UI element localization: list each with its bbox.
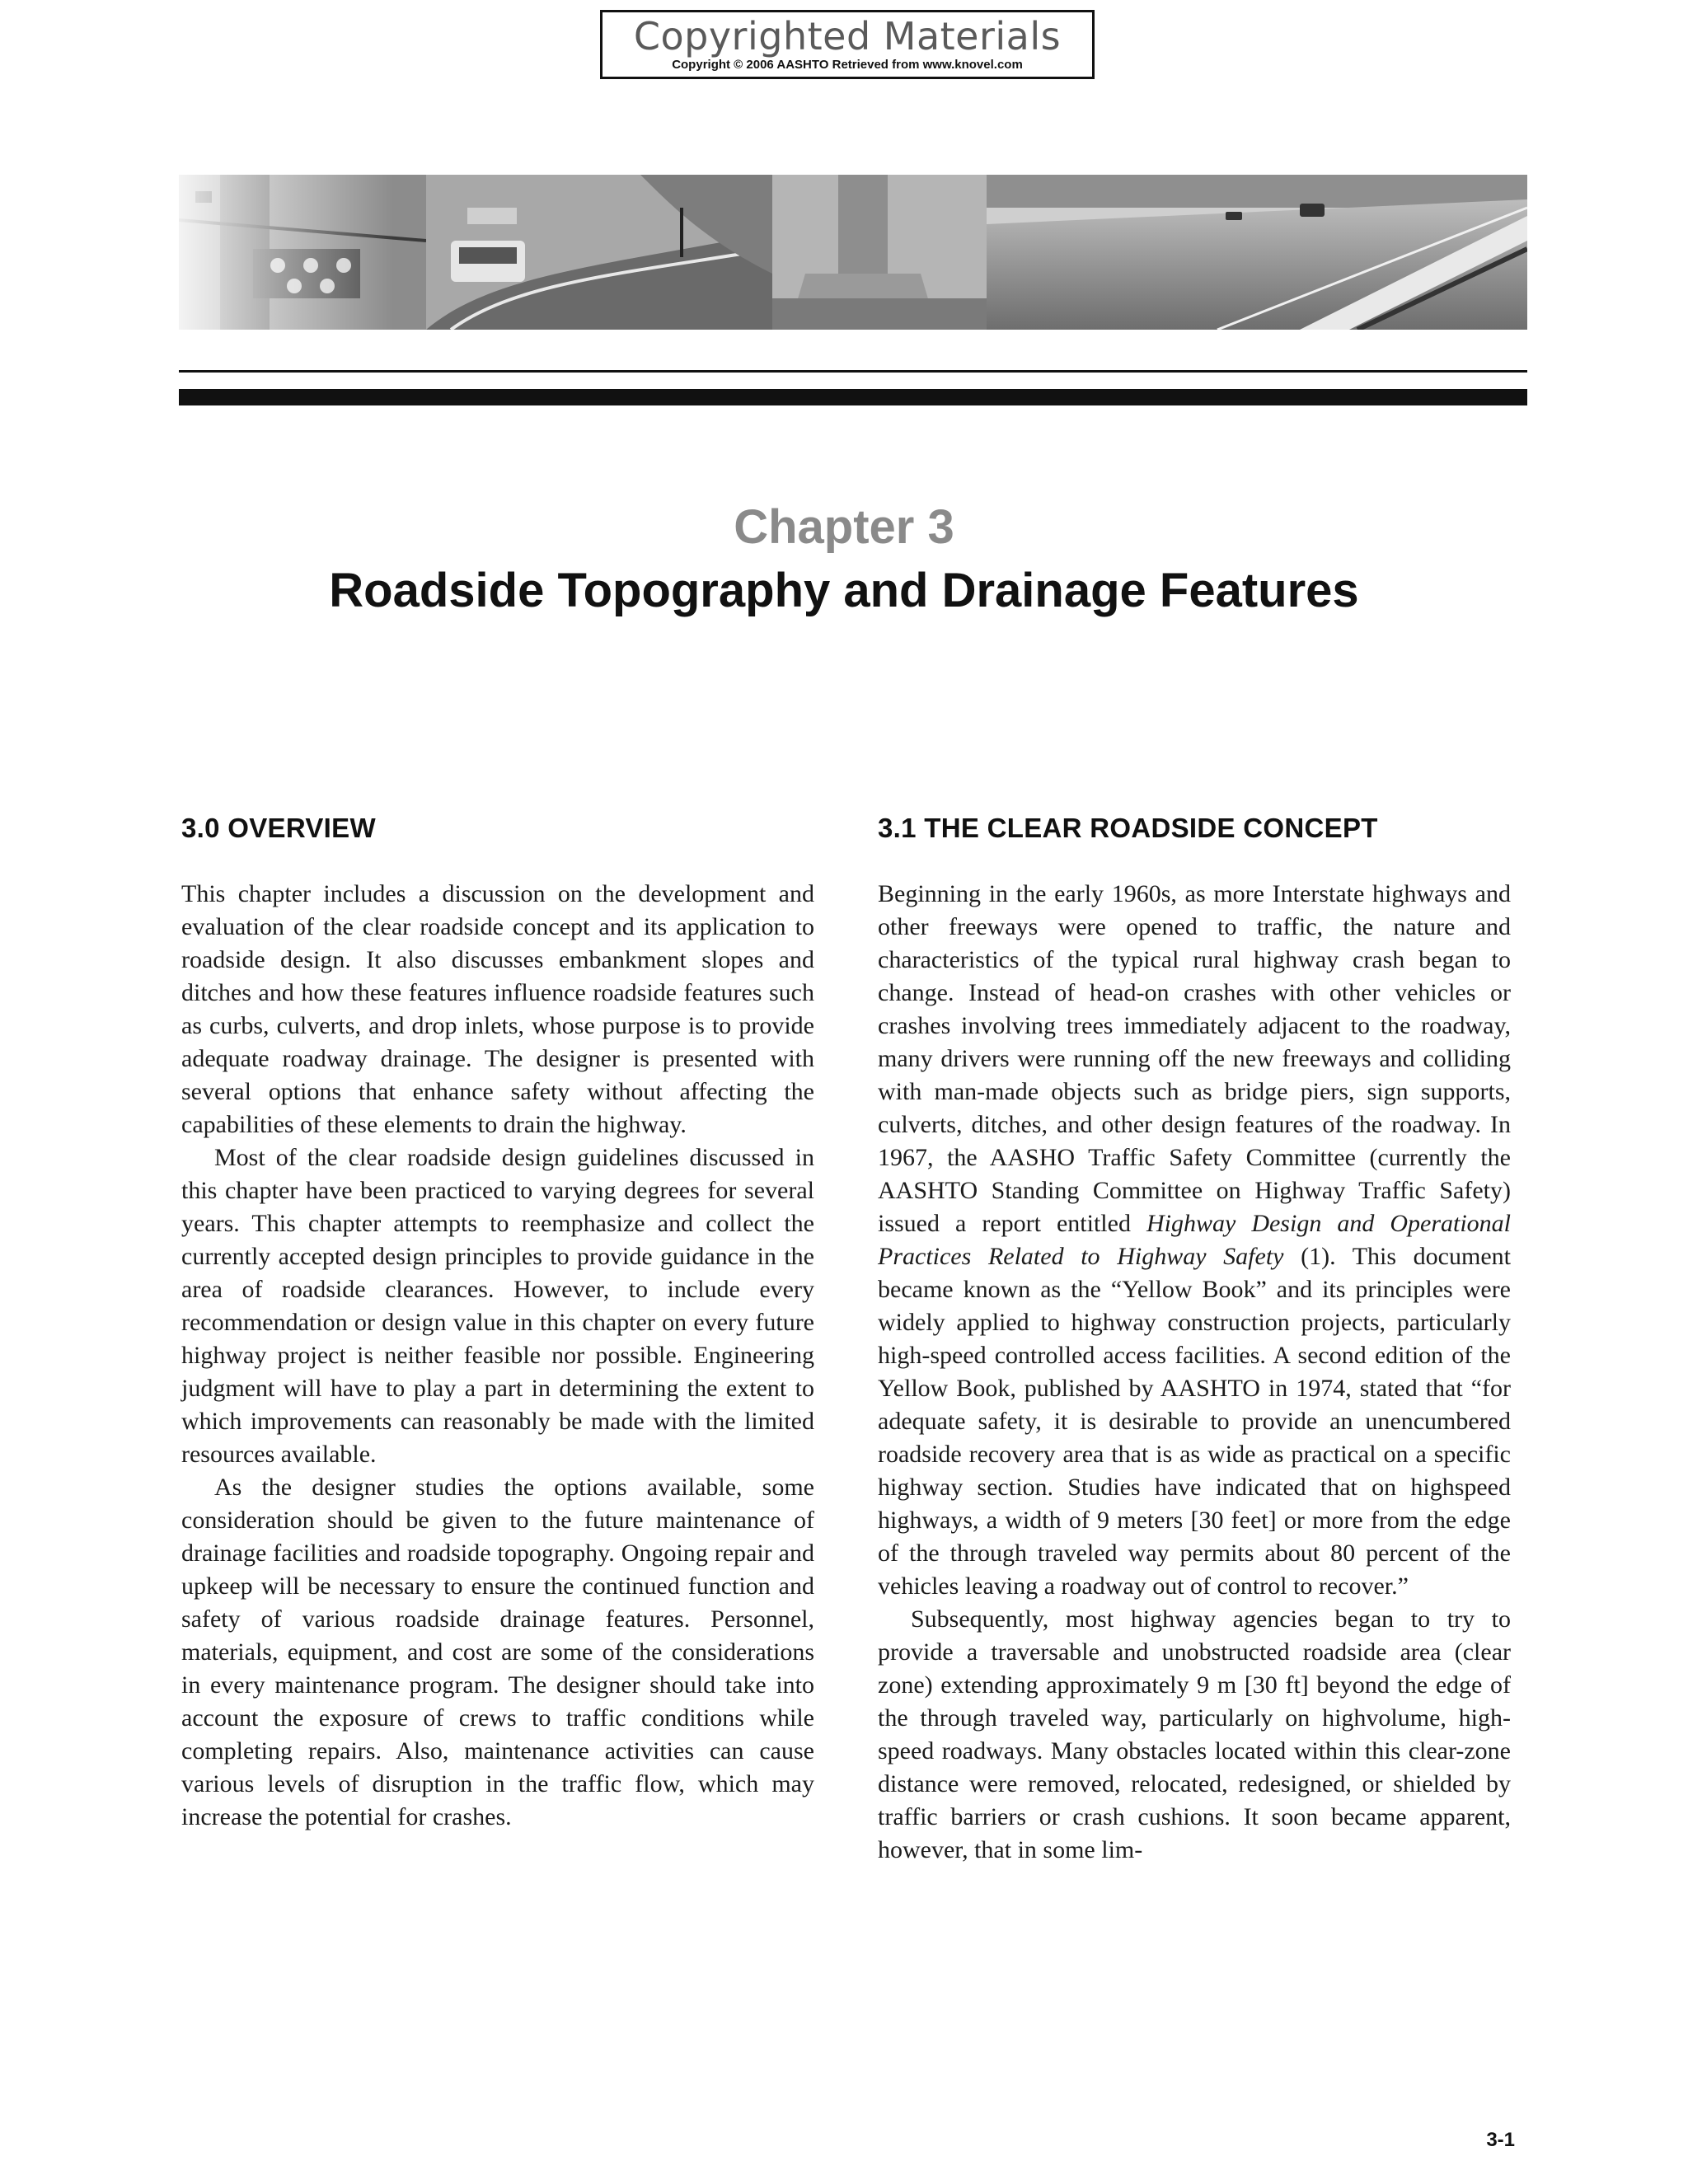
copyright-watermark: [600, 10, 1095, 79]
watermark-copyright-line: Copyright © 2006 AASHTO Retrieved from www.knovel.com: [672, 58, 1023, 72]
right-column: [878, 812, 1511, 1867]
bridge-pier-photo: [772, 175, 987, 330]
report-title-italic: Highway Design and Operational Practices Related to Highway Safety: [878, 1210, 1512, 1270]
overview-body: [181, 878, 814, 1834]
clear-roadside-paragraph-2: Subsequently, most highway agencies began to try to provide a traversable and unobstructed roadside area (clear zone) extending approximately 9 m [30 ft] beyond the edge of the through traveled way, particularly on highvolume, high-speed roadways. Many obstacles located within this clear-zone distance were removed, relocated, redesigned, or shielded by traffic barriers or crash cushions. It soon became apparent, however, that in some lim-: [878, 1605, 1511, 1863]
clear-roadside-body: [878, 878, 1511, 1867]
freeway-guardrail-photo: [987, 175, 1527, 330]
overview-paragraph-2: Most of the clear roadside design guidelines discussed in this chapter have been practiced to varying degrees for several years. This chapter attempts to reemphasize and collect the currently accepted design principles to provide guidance in the area of roadside clearances. However, to include every recommendation or design value in this chapter on every future highway project is neither feasible nor possible. Engineering judgment will have to play a part in determining the extent to which improvements can reasonably be made with the limited resources available.: [181, 1144, 814, 1468]
chapter-title: Roadside Topography and Drainage Features: [329, 564, 1359, 617]
clear-roadside-paragraph-1: [878, 878, 1511, 1603]
watermark-title: Copyrighted Materials: [633, 14, 1062, 59]
paragraph-1-end: (1). This document became known as the “Yellow Book” and its principles were widely applied to highway construction projects, particularly high-speed controlled access facilities. A second edition of the Yellow Book, published by AASHTO in 1974, stated that “for adequate safety, it is desirable to provide an unencumbered roadside recovery area that is as wide as practical on a specific highway section. Studies have indicated that on highspeed highways, a width of 9 meters [30 feet] or more from the edge of the through traveled way permits about 80 percent of the vehicles leaving a roadway out of control to recover.”: [878, 1243, 1511, 1600]
overview-paragraph-1: This chapter includes a discussion on the development and evaluation of the clear roadside concept and its application to roadside design. It also discusses embankment slopes and ditches and how these features influence roadside features such as curbs, culverts, and drop inlets, whose purpose is to provide adequate roadway drainage. The designer is presented with several options that enhance safety without affecting the capabilities of these elements to drain the highway.: [181, 880, 814, 1138]
chapter-label: Chapter 3: [734, 500, 954, 554]
overview-paragraph-3: As the designer studies the options available, some consideration should be given to the future maintenance of drainage facilities and roadside topography. Ongoing repair and upkeep will be necessary to ensure the continued function and safety of various roadside drainage features. Personnel, materials, equipment, and cost are some of the considerations in every maintenance program. The designer should take into account the exposure of crews to traffic conditions while completing repairs. Also, maintenance activities can cause various levels of disruption in the traffic flow, which may increase the potential for crashes.: [181, 1474, 814, 1830]
header-rule-thin: [179, 370, 1527, 373]
overview-heading: 3.0 OVERVIEW: [181, 813, 376, 843]
paragraph-1-start: Beginning in the early 1960s, as more Interstate highways and other freeways were opened to traffic, the nature and characteristics of the typical rural highway crash began to change. Instead of head-on crashes with other vehicles or crashes involving trees immediately adjacent to the roadway, many drivers were running off the new freeways and colliding with man-made objects such as bridge piers, sign supports, culverts, ditches, and other design features of the roadway. In 1967, the AASHO Traffic Safety Committee (currently the AASHTO Standing Committee on Highway Traffic Safety) issued a report entitled: [878, 880, 1511, 1237]
roadside-photo-banner: [179, 175, 1527, 330]
clear-roadside-heading: 3.1 THE CLEAR ROADSIDE CONCEPT: [878, 813, 1378, 843]
page-number: 3-1: [1486, 2129, 1515, 2151]
header-rule-thick: [179, 389, 1527, 405]
curved-road-photo: [426, 175, 772, 330]
left-column: [181, 812, 814, 1834]
